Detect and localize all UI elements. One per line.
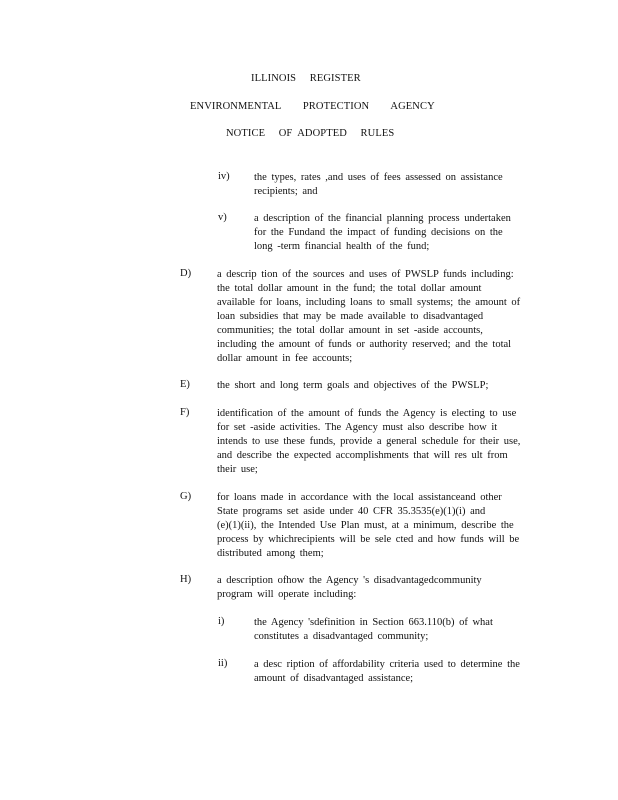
item-label-v: v) xyxy=(218,212,227,223)
item-label-d: D) xyxy=(180,268,192,279)
item-text-f xyxy=(217,407,520,477)
text-line: for the Fundand the impact of funding decisions on the xyxy=(254,227,503,238)
text-line: the Agency 'sdefinition in Section 663.110(b) of what xyxy=(254,617,493,628)
item-label-f: F) xyxy=(180,407,190,418)
text-line: for loans made in accordance with the local assistanceand other xyxy=(217,492,502,503)
item-text-ii xyxy=(254,658,520,686)
text-line: long -term financial health of the fund; xyxy=(254,241,430,252)
text-line: loan subsidies that may be made available to disadvantaged xyxy=(217,311,484,322)
text-line: a description ofhow the Agency 's disadvantagedcommunity xyxy=(217,575,482,586)
text-line: including the amount of funds or authority reserved; and the total xyxy=(217,339,512,350)
item-label-iv: iv) xyxy=(218,171,230,182)
item-text-h xyxy=(217,574,482,602)
item-text-e xyxy=(217,379,488,393)
text-line: process by whichrecipients will be sele cted and how funds will be xyxy=(217,534,520,545)
notice-title: NOTICE OF ADOPTED RULES xyxy=(226,128,395,139)
item-text-d xyxy=(217,268,520,366)
item-label-ii: ii) xyxy=(218,658,228,669)
item-text-v xyxy=(254,212,511,254)
text-line: a description of the financial planning process undertaken xyxy=(254,213,511,224)
register-title: ILLINOIS REGISTER xyxy=(251,73,361,84)
item-text-i xyxy=(254,616,493,644)
text-line: available for loans, including loans to small systems; the amount of xyxy=(217,297,521,308)
agency-name: ENVIRONMENTAL PROTECTION AGENCY xyxy=(190,101,435,112)
item-label-e: E) xyxy=(180,379,190,390)
text-line: program will operate including: xyxy=(217,589,357,600)
text-line: constitutes a disadvantaged community; xyxy=(254,631,429,642)
text-line: and describe the expected accomplishments that will res ult from xyxy=(217,450,508,461)
item-label-h: H) xyxy=(180,574,192,585)
item-text-iv xyxy=(254,171,503,199)
text-line: amount of disadvantaged assistance; xyxy=(254,673,414,684)
text-line: their use; xyxy=(217,464,258,475)
text-line: for set -aside activities. The Agency must also describe how it xyxy=(217,422,498,433)
text-line: a descrip tion of the sources and uses of PWSLP funds including: xyxy=(217,269,514,280)
text-line: recipients; and xyxy=(254,186,318,197)
text-line: intends to use these funds, provide a general schedule for their use, xyxy=(217,436,521,447)
item-text-g xyxy=(217,491,519,561)
text-line: a desc ription of affordability criteria used to determine the xyxy=(254,659,520,670)
text-line: the types, rates ,and uses of fees assessed on assistance xyxy=(254,172,503,183)
text-line: communities; the total dollar amount in set -aside accounts, xyxy=(217,325,483,336)
text-line: the short and long term goals and objectives of the PWSLP; xyxy=(217,380,489,391)
text-line: dollar amount in fee accounts; xyxy=(217,353,353,364)
text-line: the total dollar amount in the fund; the total dollar amount xyxy=(217,283,482,294)
text-line: identification of the amount of funds the Agency is electing to use xyxy=(217,408,517,419)
item-label-i: i) xyxy=(218,616,225,627)
text-line: State programs set aside under 40 CFR 35.3535(e)(1)(i) and xyxy=(217,506,486,517)
item-label-g: G) xyxy=(180,491,192,502)
text-line: distributed among them; xyxy=(217,548,324,559)
text-line: (e)(1)(ii), the Intended Use Plan must, at a minimum, describe the xyxy=(217,520,514,531)
